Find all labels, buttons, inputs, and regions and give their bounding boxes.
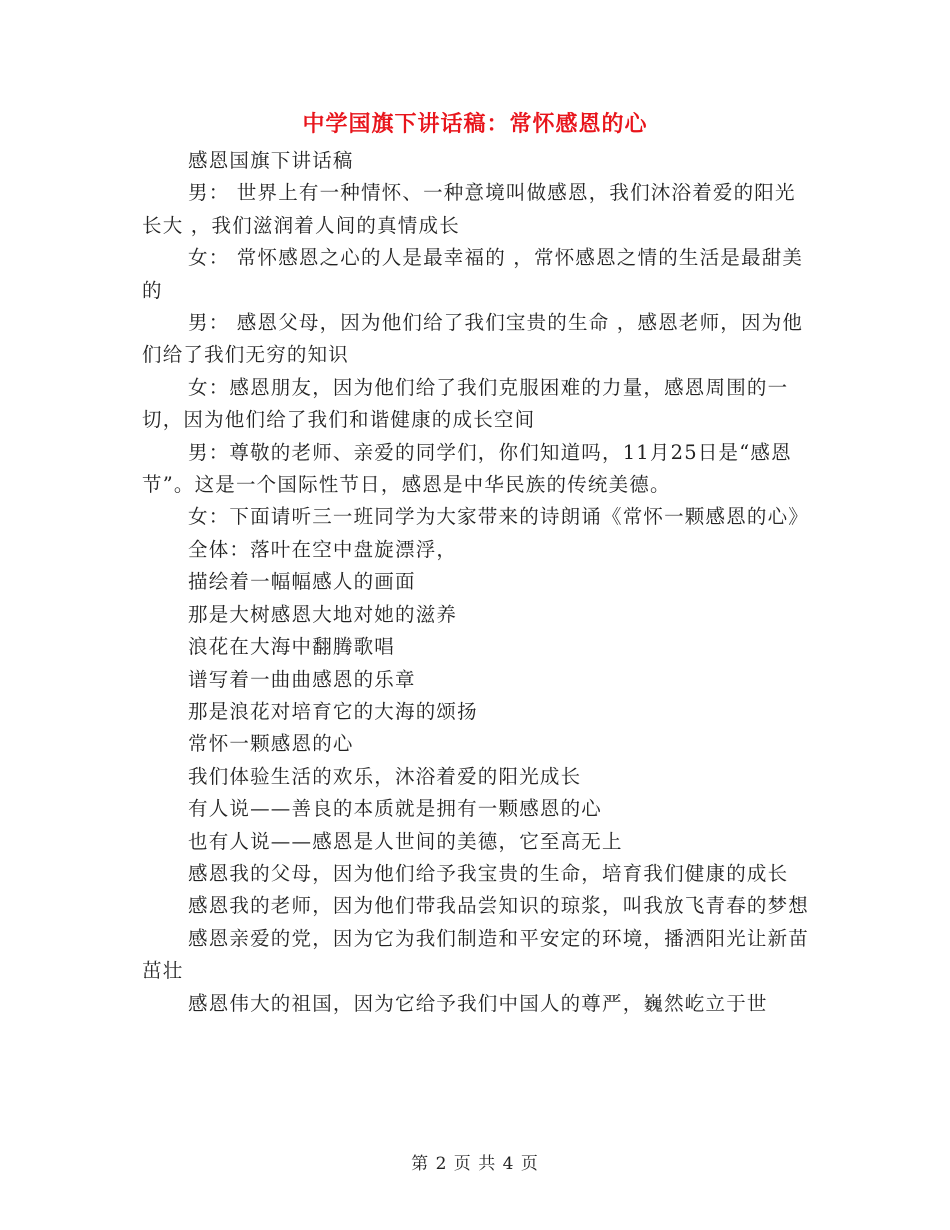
paragraph: 感恩我的父母，因为他们给予我宝贵的生命，培育我们健康的成长 xyxy=(188,861,789,885)
paragraph: 感恩国旗下讲话稿 xyxy=(188,149,354,172)
paragraph: 浪花在大海中翻腾歌唱 xyxy=(188,635,396,659)
paragraph: 感恩我的老师，因为他们带我品尝知识的琼浆，叫我放飞青春的梦想 xyxy=(188,894,810,918)
paragraph: 男： 感恩父母，因为他们给了我们宝贵的生命 ，感恩老师，因为他们给了我们无穷的知识 xyxy=(142,311,804,367)
paragraph: 女：感恩朋友，因为他们给了我们克服困难的力量，感恩周围的一切，因为他们给了我们和谐健康的成长空间 xyxy=(142,375,789,432)
paragraph: 全体：落叶在空中盘旋漂浮， xyxy=(188,537,458,561)
paragraph: 描绘着一幅幅感人的画面 xyxy=(188,570,416,594)
document-body xyxy=(142,145,812,1020)
paragraph: 男：尊敬的老师、亲爱的同学们，你们知道吗，11月25日是“感恩节”。这是一个国际性节日，感恩是中华民族的传统美德。 xyxy=(142,440,792,497)
paragraph: 男： 世界上有一种情怀、一种意境叫做感恩，我们沐浴着爱的阳光长大 ，我们滋润着人间的真情成长 xyxy=(142,181,796,237)
paragraph: 我们体验生活的欢乐，沐浴着爱的阳光成长 xyxy=(188,764,582,788)
paragraph: 有人说——善良的本质就是拥有一颗感恩的心 xyxy=(188,797,603,821)
paragraph: 那是大树感恩大地对她的滋养 xyxy=(188,602,458,626)
paragraph: 那是浪花对培育它的大海的颂扬 xyxy=(188,699,478,723)
document-title: 中学国旗下讲话稿：常怀感恩的心 xyxy=(302,112,648,137)
paragraph: 女：下面请听三一班同学为大家带来的诗朗诵《常怀一颗感恩的心》 xyxy=(188,505,810,529)
page-number-footer: 第 2 页 共 4 页 xyxy=(411,1154,539,1174)
paragraph: 也有人说——感恩是人世间的美德，它至高无上 xyxy=(188,829,623,853)
paragraph: 感恩伟大的祖国，因为它给予我们中国人的尊严，巍然屹立于世 xyxy=(188,991,768,1015)
paragraph: 常怀一颗感恩的心 xyxy=(188,732,354,756)
paragraph: 感恩亲爱的党，因为它为我们制造和平安定的环境，播洒阳光让新苗茁壮 xyxy=(142,926,810,983)
paragraph: 谱写着一曲曲感恩的乐章 xyxy=(188,667,416,691)
paragraph: 女： 常怀感恩之心的人是最幸福的 ，常怀感恩之情的生活是最甜美的 xyxy=(142,246,804,302)
